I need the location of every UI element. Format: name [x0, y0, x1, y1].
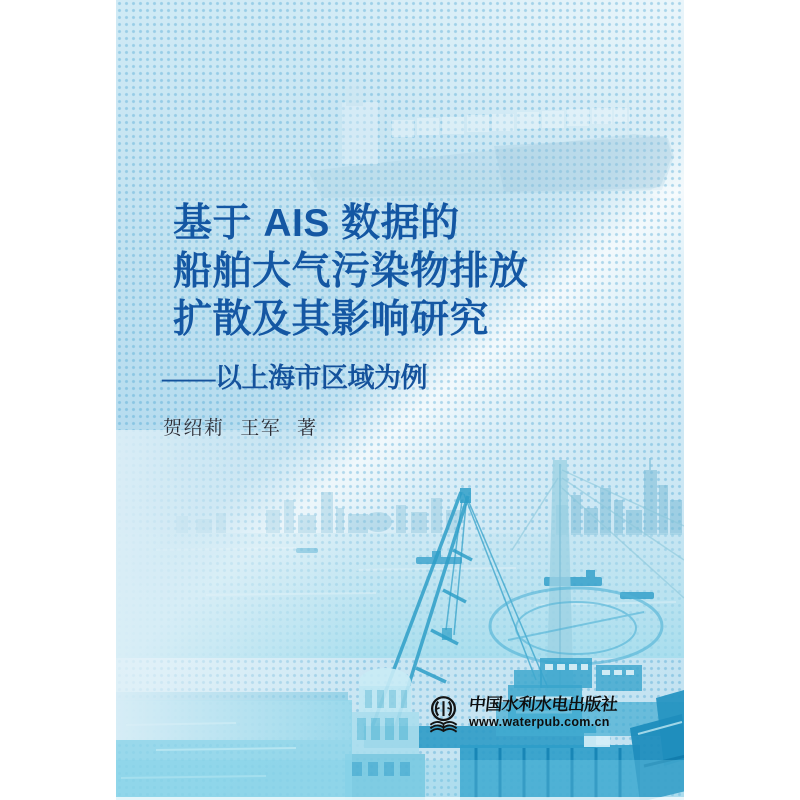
- publisher-logo-icon: [426, 694, 461, 739]
- book-authors: 贺绍莉 王军 著: [163, 418, 318, 439]
- book-subtitle: ——以上海市区域为例: [162, 363, 427, 393]
- title-line-3: 扩散及其影响研究: [173, 298, 490, 341]
- publisher-website: www.waterpub.com.cn: [469, 715, 610, 729]
- title-line-2: 船舶大气污染物排放: [173, 250, 529, 293]
- harbor-photo: [116, 430, 684, 800]
- title-line-1: 基于 AIS 数据的: [173, 202, 460, 245]
- publisher-block: [426, 694, 618, 739]
- publisher-name: 中国水利水电出版社: [468, 695, 619, 714]
- book-cover: [116, 0, 684, 800]
- warehouses: [540, 658, 642, 691]
- book-title: [173, 200, 529, 344]
